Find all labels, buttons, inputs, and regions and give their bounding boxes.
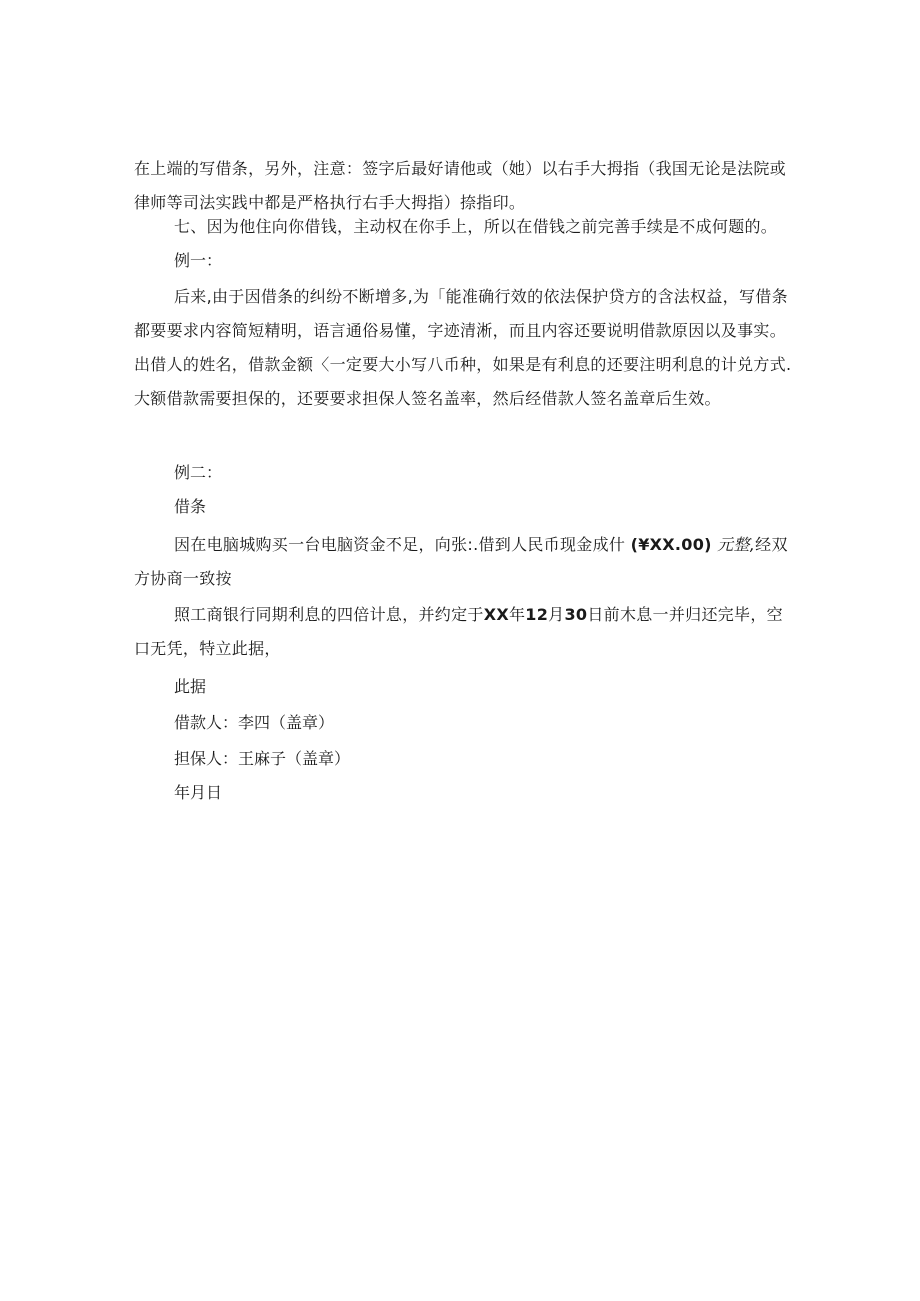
iou-due-day: 30 [564, 605, 588, 624]
iou-amount: (¥XX.00) [630, 535, 712, 554]
iou-agreement-text: 经双方协商一致按 [134, 535, 788, 588]
paragraph-example-one: 后来,由于因借条的纠纷不断增多,为「能准确行效的依法保护贷方的含法权益，写借条都要要求内容简短精明，语言通俗易懂，字迹清淅，而且内容还要说明借款原因以及事实。出借人的姓名，借款金额〈一定要大小写八币种，如果是有利息的还要注明利息的计兑方式.大额借款需要担保的，还要要求担保人签名盖率，然后经借款人签名盖章后生效。 [134, 287, 792, 408]
example-two-label: 例二： [174, 463, 223, 482]
iou-repayment-text: 日前木息一并归还完毕，空口无凭，特立此据， [134, 605, 783, 658]
iou-body-second [134, 598, 794, 666]
iou-month-unit: 月 [548, 605, 565, 624]
iou-year-unit: 年 [508, 605, 526, 624]
iou-due-month: 12 [525, 605, 549, 624]
iou-closing: 此据 [174, 677, 207, 696]
iou-guarantor-line: 担保人：王麻子（盖章） [174, 749, 351, 768]
iou-reason-text: 因在电脑城购买一台电脑资金不足，向张:.借到人民币现金成什 [174, 535, 626, 554]
paragraph-item-seven: 七、因为他住向你借钱，主动权在你手上，所以在借钱之前完善手续是不成何题的。 [174, 217, 778, 236]
iou-due-year: XX [483, 605, 509, 624]
paragraph-signature-note: 在上端的写借条，另外，注意：签字后最好请他或（她）以右手大拇指（我国无论是法院或律师等司法实践中都是严格执行右手大拇指）捺指印。 [134, 159, 787, 212]
iou-body-first [134, 528, 794, 596]
iou-borrower-line: 借款人：李四（盖章） [174, 713, 335, 732]
iou-date-line: 年月日 [174, 783, 223, 802]
iou-title: 借条 [174, 497, 207, 516]
iou-interest-text: 照工商银行同期利息的四倍计息，并约定于 [174, 605, 484, 624]
iou-amount-unit: 元整, [717, 535, 756, 554]
example-one-label: 例一： [174, 251, 223, 270]
